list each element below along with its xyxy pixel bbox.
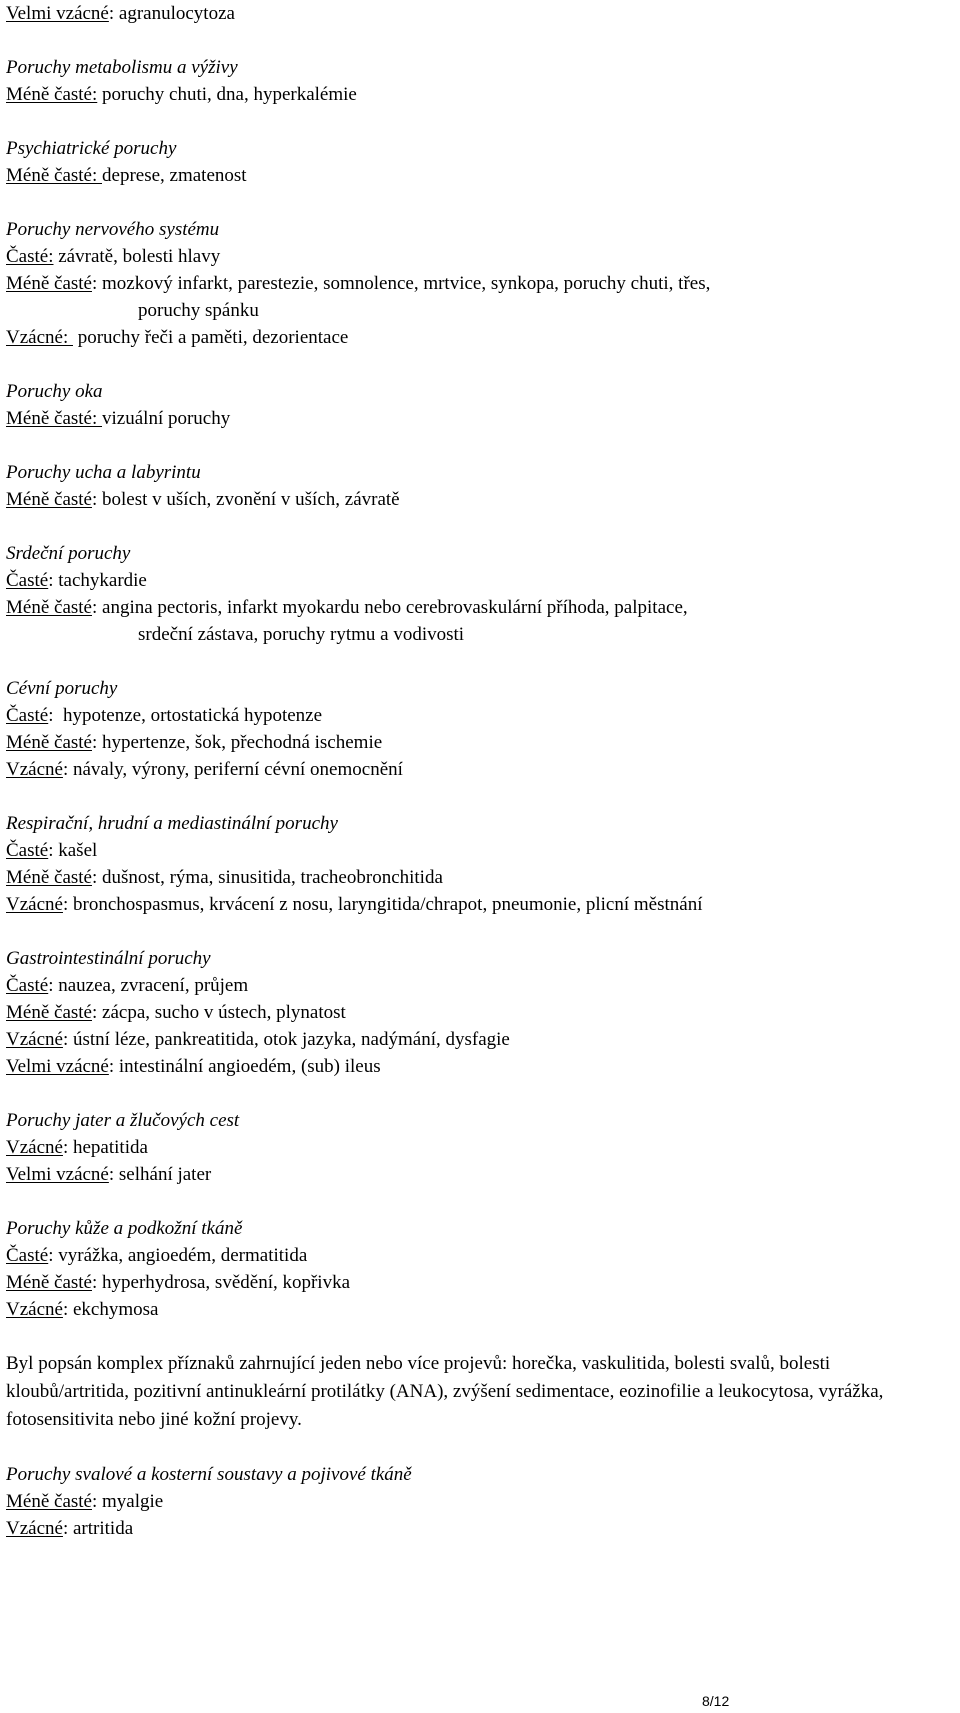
adverse-effects-text: hypertenze, šok, přechodná ischemie xyxy=(97,732,383,753)
section-heading: Poruchy kůže a podkožní tkáně xyxy=(6,1218,243,1239)
adverse-effects-continuation: poruchy spánku xyxy=(138,300,259,321)
section xyxy=(6,675,951,783)
adverse-effects-text: artritida xyxy=(68,1518,134,1539)
frequency-row xyxy=(6,1161,951,1188)
frequency-row xyxy=(6,243,951,270)
frequency-row xyxy=(6,162,951,189)
adverse-effects-text: mozkový infarkt, parestezie, somnolence, mrtvice, synkopa, poruchy chuti, třes, xyxy=(97,273,711,294)
term-separator: : xyxy=(62,894,69,915)
section-heading: Gastrointestinální poruchy xyxy=(6,948,211,969)
frequency-term: Méně časté xyxy=(6,867,92,888)
section-gap xyxy=(6,351,951,378)
section-gap xyxy=(6,1188,951,1215)
section xyxy=(6,459,951,513)
frequency-term: Časté xyxy=(6,1245,49,1266)
section xyxy=(6,1461,951,1542)
section xyxy=(6,0,951,27)
frequency-term: Časté xyxy=(6,975,49,996)
frequency-row xyxy=(6,1134,951,1161)
section xyxy=(6,1107,951,1188)
frequency-row xyxy=(6,594,951,621)
term-separator: : xyxy=(108,1164,115,1185)
section-gap xyxy=(6,189,951,216)
section-gap xyxy=(6,648,951,675)
frequency-row xyxy=(6,1053,951,1080)
term-separator: : xyxy=(48,705,54,726)
frequency-term: Méně časté xyxy=(6,1002,92,1023)
adverse-effects-text: dušnost, rýma, sinusitida, tracheobronchitida xyxy=(97,867,443,888)
adverse-effects-text: návaly, výrony, periferní cévní onemocnění xyxy=(68,759,403,780)
section-heading: Poruchy ucha a labyrintu xyxy=(6,462,201,483)
frequency-term: Vzácné xyxy=(6,1518,63,1539)
frequency-row xyxy=(6,1242,951,1269)
frequency-term: Vzácné xyxy=(6,1299,63,1320)
frequency-row xyxy=(6,999,951,1026)
frequency-row xyxy=(6,756,951,783)
adverse-effects-text: agranulocytoza xyxy=(114,3,235,24)
section xyxy=(6,945,951,1080)
frequency-term: Vzácné: xyxy=(6,327,73,348)
hypersensitivity-paragraph: Byl popsán komplex příznaků zahrnující jeden nebo více projevů: horečka, vaskulitida, bolesti svalů, bolesti kloubů/artritida, pozitivní antinukleární protilátky (ANA), zvýšení sedimentace, eozinofilie a leukocytosa, vyrážka, fotosensitivita nebo jiné kožní projevy. xyxy=(6,1353,884,1430)
frequency-term: Vzácné xyxy=(6,1137,63,1158)
term-separator: : xyxy=(91,1002,98,1023)
frequency-row xyxy=(6,567,951,594)
term-separator: : xyxy=(62,1299,69,1320)
frequency-term: Vzácné xyxy=(6,759,63,780)
adverse-effects-text: hepatitida xyxy=(68,1137,148,1158)
term-separator: : xyxy=(91,273,98,294)
term-separator: : xyxy=(62,759,69,780)
frequency-term: Vzácné xyxy=(6,894,63,915)
frequency-row xyxy=(6,81,951,108)
adverse-effects-text: kašel xyxy=(53,840,98,861)
term-separator: : xyxy=(48,1245,54,1266)
frequency-row xyxy=(6,891,951,918)
term-separator: : xyxy=(91,597,98,618)
frequency-row xyxy=(6,1488,951,1515)
section-gap xyxy=(6,513,951,540)
adverse-effects-text: myalgie xyxy=(97,1491,164,1512)
frequency-term: Velmi vzácné xyxy=(6,3,109,24)
section-gap xyxy=(6,432,951,459)
frequency-term: Méně časté: xyxy=(6,408,103,429)
frequency-term: Méně časté xyxy=(6,597,92,618)
adverse-effects-text: nauzea, zvracení, průjem xyxy=(53,975,249,996)
section-heading: Poruchy nervového systému xyxy=(6,219,220,240)
term-separator: : xyxy=(48,975,54,996)
frequency-term: Méně časté: xyxy=(6,84,98,105)
adverse-effects-text: vyrážka, angioedém, dermatitida xyxy=(53,1245,308,1266)
section-heading: Respirační, hrudní a mediastinální poruchy xyxy=(6,813,338,834)
frequency-term: Vzácné xyxy=(6,1029,63,1050)
adverse-effects-text: vizuální poruchy xyxy=(102,408,231,429)
frequency-row xyxy=(6,729,951,756)
term-separator: : xyxy=(62,1518,69,1539)
term-separator: : xyxy=(91,1272,98,1293)
term-separator: : xyxy=(91,1491,98,1512)
adverse-effects-text: bolest v uších, zvonění v uších, závratě xyxy=(97,489,400,510)
page-number: 8/12 xyxy=(702,1693,730,1709)
section-gap xyxy=(6,1080,951,1107)
frequency-row xyxy=(6,864,951,891)
frequency-row xyxy=(6,405,951,432)
term-separator: : xyxy=(91,489,98,510)
frequency-term: Velmi vzácné xyxy=(6,1056,109,1077)
frequency-row xyxy=(6,1026,951,1053)
section-gap xyxy=(6,27,951,54)
section-heading: Psychiatrické poruchy xyxy=(6,138,177,159)
frequency-row xyxy=(6,1296,951,1323)
frequency-term: Méně časté xyxy=(6,1272,92,1293)
section xyxy=(6,1215,951,1434)
frequency-term: Méně časté: xyxy=(6,165,103,186)
frequency-row xyxy=(6,702,951,729)
frequency-term: Časté xyxy=(6,840,49,861)
section xyxy=(6,810,951,918)
frequency-term: Méně časté xyxy=(6,1491,92,1512)
adverse-effects-text: tachykardie xyxy=(53,570,147,591)
term-separator: : xyxy=(108,1056,115,1077)
section xyxy=(6,54,951,108)
term-separator: : xyxy=(91,867,98,888)
frequency-row xyxy=(6,486,951,513)
section xyxy=(6,378,951,432)
frequency-term: Časté: xyxy=(6,246,54,267)
adverse-effects-text: angina pectoris, infarkt myokardu nebo cerebrovaskulární příhoda, palpitace, xyxy=(97,597,688,618)
section-heading: Poruchy jater a žlučových cest xyxy=(6,1110,240,1131)
term-separator: : xyxy=(62,1137,69,1158)
section-heading: Cévní poruchy xyxy=(6,678,118,699)
frequency-row xyxy=(6,837,951,864)
frequency-term: Méně časté xyxy=(6,732,92,753)
section-gap xyxy=(6,918,951,945)
adverse-effects-text: ekchymosa xyxy=(68,1299,159,1320)
adverse-effects-continuation: srdeční zástava, poruchy rytmu a vodivosti xyxy=(138,624,465,645)
adverse-effects-text: poruchy chuti, dna, hyperkalémie xyxy=(97,84,357,105)
frequency-row xyxy=(6,270,951,297)
term-separator: : xyxy=(108,3,115,24)
section-heading: Poruchy metabolismu a výživy xyxy=(6,57,238,78)
term-separator: : xyxy=(62,1029,69,1050)
section-gap xyxy=(6,1434,951,1461)
section-heading: Srdeční poruchy xyxy=(6,543,131,564)
section xyxy=(6,540,951,648)
adverse-effects-text: bronchospasmus, krvácení z nosu, laryngitida/chrapot, pneumonie, plicní městnání xyxy=(68,894,703,915)
adverse-effects-text: zácpa, sucho v ústech, plynatost xyxy=(97,1002,346,1023)
frequency-row xyxy=(6,1269,951,1296)
adverse-effects-text: deprese, zmatenost xyxy=(102,165,247,186)
frequency-row xyxy=(6,972,951,999)
section xyxy=(6,135,951,189)
frequency-term: Méně časté xyxy=(6,273,92,294)
adverse-effects-text: intestinální angioedém, (sub) ileus xyxy=(114,1056,381,1077)
term-separator: : xyxy=(48,570,54,591)
adverse-effects-text: hypotenze, ortostatická hypotenze xyxy=(53,705,323,726)
section-heading: Poruchy oka xyxy=(6,381,103,402)
section-heading: Poruchy svalové a kosterní soustavy a pojivové tkáně xyxy=(6,1464,412,1485)
adverse-effects-text: ústní léze, pankreatitida, otok jazyka, nadýmání, dysfagie xyxy=(68,1029,510,1050)
section-gap xyxy=(6,108,951,135)
document-body xyxy=(6,0,951,1542)
adverse-effects-text: selhání jater xyxy=(114,1164,212,1185)
adverse-effects-text: poruchy řeči a paměti, dezorientace xyxy=(72,327,349,348)
term-separator: : xyxy=(91,732,98,753)
section-gap xyxy=(6,783,951,810)
adverse-effects-text: závratě, bolesti hlavy xyxy=(53,246,221,267)
adverse-effects-text: hyperhydrosa, svědění, kopřivka xyxy=(97,1272,351,1293)
frequency-term: Velmi vzácné xyxy=(6,1164,109,1185)
frequency-term: Časté xyxy=(6,570,49,591)
frequency-row xyxy=(6,324,951,351)
term-separator: : xyxy=(48,840,54,861)
section xyxy=(6,216,951,351)
frequency-row xyxy=(6,0,951,27)
frequency-term: Časté xyxy=(6,705,49,726)
frequency-row xyxy=(6,1515,951,1542)
frequency-term: Méně časté xyxy=(6,489,92,510)
